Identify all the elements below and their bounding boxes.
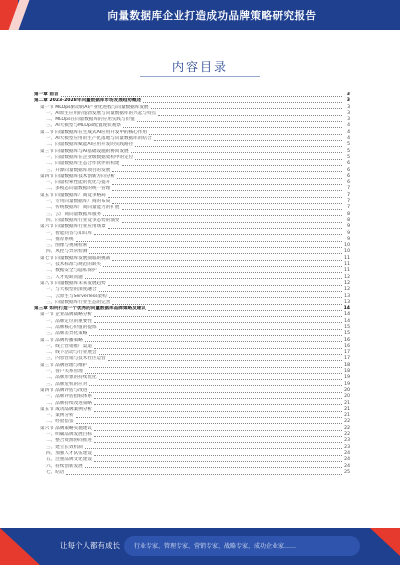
toc-leader-dots xyxy=(103,215,342,216)
toc-entry-text: 二、数据安全与隐私保护 xyxy=(46,268,97,274)
toc-leader-dots xyxy=(89,392,342,393)
toc-page-number: 24 xyxy=(344,463,350,469)
toc-leader-dots xyxy=(85,467,342,468)
toc-entry-text: 第八节 向量数据库未来发展趋势 xyxy=(40,280,106,286)
toc-page-number: 23 xyxy=(344,444,350,450)
toc-entry-text: 第五节 向量数据库厂商竞争格局 xyxy=(40,192,106,198)
toc-page-number: 5 xyxy=(347,154,350,160)
toc-leader-dots xyxy=(94,348,342,349)
toc-page-number: 15 xyxy=(344,324,350,330)
toc-leader-dots xyxy=(94,455,342,456)
toc-leader-dots xyxy=(61,96,342,97)
toc-entry-text: 三、内容营销与技术社区运营 xyxy=(46,356,106,362)
toc-entry-text: 第二节 品牌传播策略 xyxy=(40,337,83,343)
toc-page-number: 9 xyxy=(347,230,350,236)
toc-leader-dots xyxy=(149,134,342,135)
toc-leader-dots xyxy=(122,165,342,166)
toc-leader-dots xyxy=(94,404,342,405)
toc-entry-text: 三、开源向量数据库项目的发展 xyxy=(46,167,111,173)
toc-leader-dots xyxy=(123,127,342,128)
toc-leader-dots xyxy=(94,411,342,412)
toc-entry-text: 七、结语 xyxy=(46,469,65,475)
toc-entry-text: 一、向量数据库在企业级数据架构中的定位 xyxy=(46,154,134,160)
toc-entry-text: 第三节 向量数据库与AI基础设施的协同发展 xyxy=(40,148,129,154)
toc-leader-dots xyxy=(137,121,342,122)
toc-leader-dots xyxy=(148,310,342,311)
toc-entry-text: 二、向量数据库生态合作伙伴的构建 xyxy=(46,161,120,167)
toc-entry-text: 第六节 向量数据库行业应用场景 xyxy=(40,224,106,230)
toc-page-number: 10 xyxy=(344,243,350,249)
toc-page-number: 8 xyxy=(347,211,350,217)
toc-leader-dots xyxy=(76,241,342,242)
toc-page-number: 14 xyxy=(343,306,350,312)
toc-page-number: 13 xyxy=(344,293,350,299)
toc-leader-dots xyxy=(108,228,342,229)
toc-leader-dots xyxy=(112,171,342,172)
toc-page-number: 9 xyxy=(347,236,350,242)
toc-leader-dots xyxy=(94,442,342,443)
toc-entry-text: 第四节 品牌评估与改进 xyxy=(40,387,88,393)
toc-entry-text: 一、品牌定位的重要性 xyxy=(46,318,92,324)
footer-red-corner xyxy=(0,528,40,565)
toc-leader-dots xyxy=(112,184,342,185)
toc-page-number: 24 xyxy=(344,457,350,463)
toc-entry-text: 一、智能问答与知识库 xyxy=(46,230,92,236)
toc-page-number: 6 xyxy=(347,180,350,186)
toc-leader-dots xyxy=(85,373,342,374)
toc-page-number: 21 xyxy=(344,400,350,406)
toc-leader-dots xyxy=(94,234,342,235)
toc-page-number: 14 xyxy=(344,312,350,318)
toc-entry-text: 一、专用向量数据库厂商的布局 xyxy=(46,199,111,205)
toc-page-number: 25 xyxy=(344,469,350,475)
toc-page-number: 5 xyxy=(347,148,350,154)
toc-leader-dots xyxy=(109,297,342,298)
toc-entry-text: 二、品牌形象的持续优化 xyxy=(46,375,97,381)
toc-page-number: 15 xyxy=(344,331,350,337)
footer-red-corner-right xyxy=(370,528,400,556)
toc-page-number: 12 xyxy=(344,280,350,286)
toc-leader-dots xyxy=(122,209,342,210)
toc-page-number: 21 xyxy=(344,406,350,412)
toc-entry-text: 二、MLOps在向量数据库的应用实践与价值 xyxy=(46,117,135,123)
toc-page-number: 7 xyxy=(347,205,350,211)
toc-entry-text: 二、推荐系统 xyxy=(46,236,74,242)
toc-page-number: 3 xyxy=(346,92,350,97)
toc-leader-dots xyxy=(112,203,342,204)
toc-leader-dots xyxy=(94,322,342,323)
toc-entry-text: 第二节 向量数据库在生成式AI应用开发中的核心作用 xyxy=(40,129,148,135)
toc-leader-dots xyxy=(143,102,342,103)
toc-leader-dots xyxy=(112,304,342,305)
page-header xyxy=(0,0,400,30)
toc-page-number: 16 xyxy=(344,343,350,349)
toc-page-number: 7 xyxy=(347,199,350,205)
toc-entry-text: 第四节 向量数据库技术创新方向分析 xyxy=(40,173,115,179)
toc-leader-dots xyxy=(112,260,342,261)
toc-page-number: 20 xyxy=(344,387,350,393)
toc-entry-text: 一、AI大模型应用的生产化落地与向量数据库的结合 xyxy=(46,136,152,142)
toc-page-number: 4 xyxy=(347,129,350,135)
page-footer xyxy=(0,528,400,565)
toc-entry-text: 三、云厂商向量数据库服务 xyxy=(46,211,102,217)
toc-leader-dots xyxy=(122,222,342,223)
toc-entry-text: 二、云原生与Serverless架构 xyxy=(46,293,107,299)
toc-page-number: 14 xyxy=(344,318,350,324)
toc-entry-text: 三、建立长效机制 xyxy=(46,444,83,450)
toc-entry-text: 三、AI大模型与MLOps配置现状观察 xyxy=(46,123,121,129)
toc-entry-text: 一、线上营销推广渠道 xyxy=(46,343,92,349)
toc-entry-text: 二、品牌核心价值的提炼 xyxy=(46,324,97,330)
footer-slogan: 让每个人都有成长 xyxy=(60,541,120,550)
toc-leader-dots xyxy=(135,146,342,147)
toc-leader-dots xyxy=(76,417,342,418)
toc-page-number: 4 xyxy=(347,136,350,142)
toc-leader-dots xyxy=(94,398,342,399)
toc-page-number: 19 xyxy=(344,381,350,387)
toc-entry-text: 四、风控与异常检测 xyxy=(46,249,88,255)
toc-leader-dots xyxy=(89,367,342,368)
toc-page-number: 9 xyxy=(347,224,350,230)
toc-entry-text: 三、人才短缺问题 xyxy=(46,274,83,280)
toc-entry-text: 一、客户关系管理 xyxy=(46,369,83,375)
toc-page-number: 11 xyxy=(344,268,350,274)
toc-leader-dots xyxy=(99,379,342,380)
toc-page-number: 17 xyxy=(344,350,350,356)
toc-leader-dots xyxy=(94,461,342,462)
toc-entry-text: 第二章 2023-2028年向量数据库市场发展趋势概述 xyxy=(34,98,142,104)
toc-entry-text: 二、经验借鉴 xyxy=(46,419,74,425)
toc-page-number: 7 xyxy=(347,186,350,192)
toc-entry-text: 二、品牌持续改进策略 xyxy=(46,400,92,406)
toc-page-number: 11 xyxy=(344,262,350,268)
toc-entry-text: 二、多模态向量数据的统一管理 xyxy=(46,186,111,192)
toc-entry-text: 第一章 前言 xyxy=(34,92,59,97)
toc-entry-text: 一、技术标准与规范的缺失 xyxy=(46,262,102,268)
toc-leader-dots xyxy=(76,423,342,424)
toc-entry-text: 第一节 企业品牌战略分析 xyxy=(40,312,92,318)
toc-entry-text: 第一节 MLOps驱动的AI产业化进程与向量数据库发展 xyxy=(40,104,149,110)
toc-leader-dots xyxy=(85,448,342,449)
toc-heading: 内容目录 xyxy=(171,60,228,74)
toc-page-number: 6 xyxy=(347,161,350,167)
toc-page-number: 24 xyxy=(344,450,350,456)
toc-leader-dots xyxy=(89,247,342,248)
footer-experts: 行业专家、管理专家、营销专家、战略专家、成功企业家…… xyxy=(134,543,297,550)
toc-page-number: 10 xyxy=(344,249,350,255)
toc-leader-dots xyxy=(108,197,342,198)
toc-entry-text: 二、向量数据库赋能AI应用开发的实践路径 xyxy=(46,142,134,148)
toc-page-number: 17 xyxy=(344,356,350,362)
toc-entry-text: 第六节 品牌策略实施建议 xyxy=(40,425,92,431)
toc-page-number: 19 xyxy=(344,375,350,381)
toc-leader-dots xyxy=(89,385,342,386)
toc-leader-dots xyxy=(85,278,342,279)
toc-leader-dots xyxy=(112,190,342,191)
toc-entry-text: 三、品牌差异化策略 xyxy=(46,331,88,337)
toc-leader-dots xyxy=(89,335,342,336)
toc-page-number: 23 xyxy=(344,438,350,444)
toc-page-number: 3 xyxy=(347,117,350,123)
toc-entry-text: 一、品牌评估指标体系 xyxy=(46,394,92,400)
toc-leader-dots xyxy=(99,291,342,292)
toc-leader-dots xyxy=(108,360,342,361)
toc-leader-dots xyxy=(94,436,342,437)
toc-entry-text: 一、向量检索性能的优化与提升 xyxy=(46,180,111,186)
toc-entry-text: 第五节 成功品牌案例分析 xyxy=(40,406,92,412)
toc-page-number: 16 xyxy=(344,337,350,343)
toc-leader-dots xyxy=(108,285,342,286)
toc-entry-text: 第三节 品牌管理与维护 xyxy=(40,362,88,368)
toc-leader-dots xyxy=(103,266,342,267)
toc-page-number: 18 xyxy=(344,362,350,368)
toc-entry-text: 六、持续创新发展 xyxy=(46,463,83,469)
toc-page-number: 8 xyxy=(347,217,350,223)
toc-entry-text: 一、明确品牌发展目标 xyxy=(46,432,92,438)
toc-page-number: 13 xyxy=(344,299,350,305)
toc-page-number: 12 xyxy=(344,274,350,280)
toc-page-number: 21 xyxy=(344,413,350,419)
toc-leader-dots xyxy=(66,474,342,475)
toc-page-number: 6 xyxy=(347,173,350,179)
toc-entry-text: 二、线下活动与行业展会 xyxy=(46,350,97,356)
toc-entry-text: 四、向量数据库行业竞争态势的演变 xyxy=(46,217,120,223)
toc-entry-text: 五、注重品牌文化建设 xyxy=(46,457,92,463)
toc-leader-dots xyxy=(135,159,342,160)
toc-leader-dots xyxy=(99,329,342,330)
toc-page-number: 12 xyxy=(344,287,350,293)
toc-leader-dots xyxy=(99,354,342,355)
toc-entry-text: 一、与大模型的深度融合 xyxy=(46,287,97,293)
report-title: 向量数据库企业打造成功品牌策略研究报告 xyxy=(107,10,317,22)
toc-entry-text: 三、品牌危机的应对 xyxy=(46,381,88,387)
toc-entry-text: 一、案例分析 xyxy=(46,413,74,419)
toc-leader-dots xyxy=(89,253,342,254)
toc-page-number: 20 xyxy=(344,394,350,400)
toc-page-number: 3 xyxy=(347,104,350,110)
toc-leader-dots xyxy=(158,115,342,116)
toc-entry-text: 四、加强人才队伍建设 xyxy=(46,450,92,456)
toc-page-number: 4 xyxy=(347,123,350,129)
toc-page-number: 22 xyxy=(344,425,350,431)
toc-page-number: 6 xyxy=(347,167,350,173)
toc-page-number: 5 xyxy=(347,142,350,148)
toc-leader-dots xyxy=(151,108,342,109)
toc-page-number: 7 xyxy=(347,192,350,198)
toc-page-number: 3 xyxy=(347,110,350,116)
toc-leader-dots xyxy=(131,152,342,153)
toc-leader-dots xyxy=(154,140,342,141)
table-of-contents xyxy=(34,92,350,512)
toc-entry-text: 三、图像与视频检索 xyxy=(46,243,88,249)
toc-entry[interactable] xyxy=(34,470,350,476)
toc-entry-text: 第七节 向量数据库发展面临的挑战 xyxy=(40,255,111,261)
toc-leader-dots xyxy=(94,430,342,431)
toc-page-number: 22 xyxy=(344,419,350,425)
toc-entry-text: 第三章 如何打造一个优秀的向量数据库品牌策略及建议 xyxy=(34,306,146,312)
toc-leader-dots xyxy=(85,341,342,342)
toc-page-number: 22 xyxy=(344,432,350,438)
toc-heading-underline xyxy=(140,76,260,77)
toc-leader-dots xyxy=(99,272,342,273)
toc-entry-text: 二、整合资源协同推进 xyxy=(46,438,92,444)
toc-entry-text: 三、向量数据库行业生态的完善 xyxy=(46,299,111,305)
toc-leader-dots xyxy=(94,316,342,317)
toc-page-number: 18 xyxy=(344,369,350,375)
toc-entry-text: 二、传统数据库厂商向量能力的扩展 xyxy=(46,205,120,211)
toc-entry-text: 一、AI原生应用的蓬勃发展与向量数据库的兴起与特点 xyxy=(46,110,157,116)
toc-page-number: 11 xyxy=(344,255,350,261)
toc-leader-dots xyxy=(117,178,342,179)
toc-page-number: 3 xyxy=(346,98,350,104)
